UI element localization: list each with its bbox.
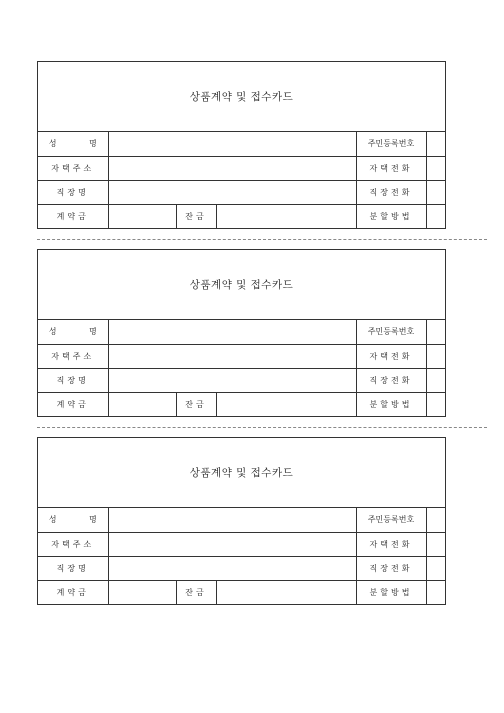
field-workplace[interactable] <box>108 556 356 580</box>
table-row <box>38 344 445 368</box>
label-balance: 잔금 <box>176 580 216 604</box>
table-row <box>38 532 445 556</box>
card-title: 상품계약 및 접수카드 <box>38 438 445 508</box>
label-home-address: 자택주소 <box>38 156 108 180</box>
field-balance[interactable] <box>216 392 356 416</box>
field-balance[interactable] <box>216 580 356 604</box>
contract-card-3 <box>37 437 446 605</box>
table-row <box>38 368 445 392</box>
field-work-phone[interactable] <box>426 556 445 580</box>
label-workplace: 직장명 <box>38 180 108 204</box>
field-resident-no[interactable] <box>426 132 445 156</box>
field-home-phone[interactable] <box>426 532 445 556</box>
table-row <box>38 580 445 604</box>
contract-card-1 <box>37 61 446 229</box>
label-workplace: 직장명 <box>38 368 108 392</box>
label-work-phone: 직장전화 <box>356 556 426 580</box>
field-home-phone[interactable] <box>426 156 445 180</box>
label-work-phone: 직장전화 <box>356 368 426 392</box>
field-name[interactable] <box>108 320 356 344</box>
field-balance[interactable] <box>216 204 356 228</box>
label-resident-no: 주민등록번호 <box>356 508 426 532</box>
card-title: 상품계약 및 접수카드 <box>38 62 445 132</box>
label-balance: 잔금 <box>176 204 216 228</box>
label-home-phone: 자택전화 <box>356 344 426 368</box>
field-home-address[interactable] <box>108 532 356 556</box>
label-installment: 분할방법 <box>356 580 426 604</box>
table-row <box>38 180 445 204</box>
field-name[interactable] <box>108 508 356 532</box>
label-resident-no: 주민등록번호 <box>356 132 426 156</box>
field-work-phone[interactable] <box>426 180 445 204</box>
label-home-phone: 자택전화 <box>356 156 426 180</box>
label-resident-no: 주민등록번호 <box>356 320 426 344</box>
card-form-table <box>38 132 445 228</box>
field-installment[interactable] <box>426 204 445 228</box>
field-deposit[interactable] <box>108 580 176 604</box>
cut-line-divider <box>37 239 487 240</box>
label-name: 성 명 <box>38 132 108 156</box>
field-home-address[interactable] <box>108 344 356 368</box>
label-deposit: 계약금 <box>38 204 108 228</box>
table-row <box>38 156 445 180</box>
label-name: 성 명 <box>38 320 108 344</box>
cut-line-divider <box>37 427 487 428</box>
label-balance: 잔금 <box>176 392 216 416</box>
table-row <box>38 508 445 532</box>
card-title: 상품계약 및 접수카드 <box>38 250 445 320</box>
field-resident-no[interactable] <box>426 320 445 344</box>
field-deposit[interactable] <box>108 392 176 416</box>
label-work-phone: 직장전화 <box>356 180 426 204</box>
table-row <box>38 392 445 416</box>
table-row <box>38 204 445 228</box>
card-form-table <box>38 508 445 604</box>
field-work-phone[interactable] <box>426 368 445 392</box>
field-workplace[interactable] <box>108 368 356 392</box>
field-installment[interactable] <box>426 392 445 416</box>
table-row <box>38 132 445 156</box>
field-name[interactable] <box>108 132 356 156</box>
label-installment: 분할방법 <box>356 204 426 228</box>
field-home-address[interactable] <box>108 156 356 180</box>
label-home-address: 자택주소 <box>38 532 108 556</box>
label-workplace: 직장명 <box>38 556 108 580</box>
field-workplace[interactable] <box>108 180 356 204</box>
label-installment: 분할방법 <box>356 392 426 416</box>
field-resident-no[interactable] <box>426 508 445 532</box>
field-installment[interactable] <box>426 580 445 604</box>
field-deposit[interactable] <box>108 204 176 228</box>
label-home-phone: 자택전화 <box>356 532 426 556</box>
card-form-table <box>38 320 445 416</box>
contract-card-2 <box>37 249 446 417</box>
table-row <box>38 556 445 580</box>
label-name: 성 명 <box>38 508 108 532</box>
table-row <box>38 320 445 344</box>
field-home-phone[interactable] <box>426 344 445 368</box>
label-deposit: 계약금 <box>38 580 108 604</box>
label-home-address: 자택주소 <box>38 344 108 368</box>
label-deposit: 계약금 <box>38 392 108 416</box>
